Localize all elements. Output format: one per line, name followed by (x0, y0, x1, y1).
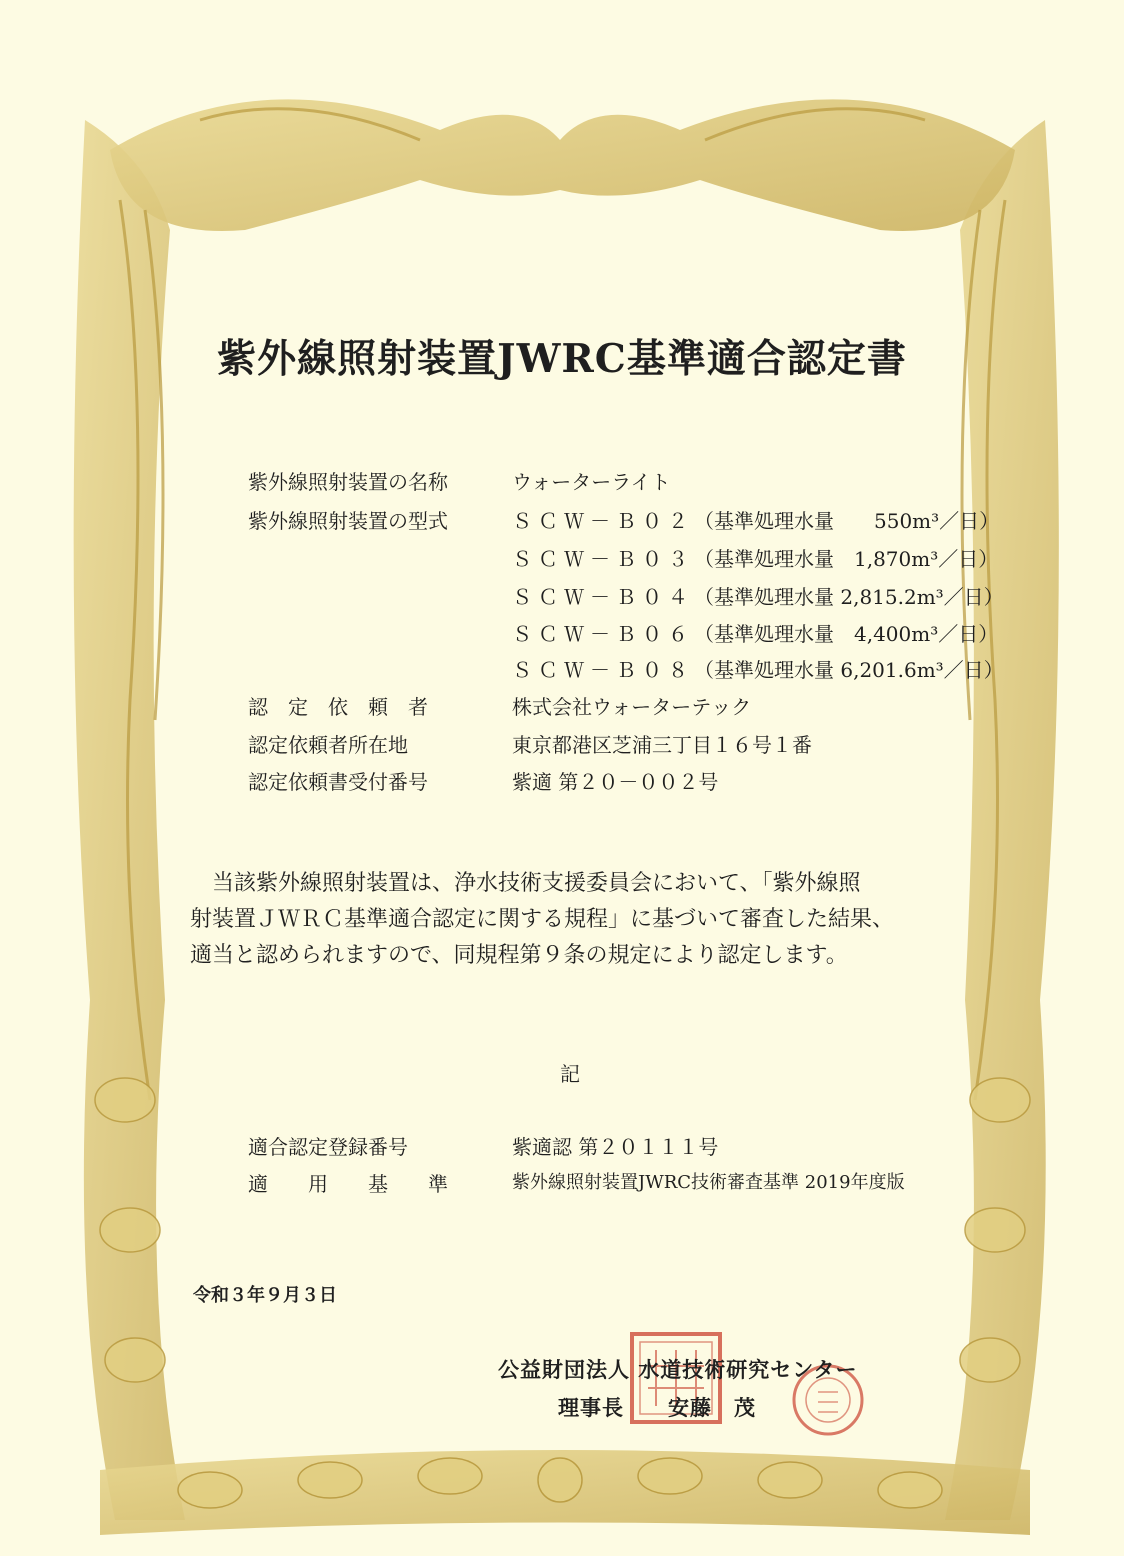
device-name-value: ウォーターライト (512, 470, 671, 494)
statement-line: 射装置ＪＷＲＣ基準適合認定に関する規程」に基づいて審査した結果、 (190, 907, 895, 932)
statement-line: 当該紫外線照射装置は、浄水技術支援委員会において、「紫外線照 (190, 871, 861, 896)
model-code: ＳＣＷ－Ｂ０２ (512, 509, 694, 533)
certification-statement (190, 866, 970, 974)
address-value: 東京都港区芝浦三丁目１６号１番 (512, 733, 812, 757)
statement-line: 適当と認められますので、同規程第９条の規定により認定します。 (190, 943, 848, 968)
requester-value: 株式会社ウォーターテック (512, 695, 752, 719)
address-label: 認定依頼者所在地 (248, 733, 408, 757)
model-code: ＳＣＷ－Ｂ０４ (512, 585, 694, 609)
standard-value: 紫外線照射装置JWRC技術審査基準 2019年度版 (512, 1172, 905, 1193)
device-type-label: 紫外線照射装置の型式 (248, 509, 448, 533)
model-spec: （基準処理水量 6,201.6m³／日） (694, 658, 1004, 682)
representative: 理事長 安藤 茂 (558, 1395, 756, 1420)
model-code: ＳＣＷ－Ｂ０３ (512, 547, 694, 571)
standard-label: 適 用 基 準 (248, 1172, 448, 1196)
ki-heading: 記 (560, 1062, 580, 1086)
model-spec: （基準処理水量 1,870m³／日） (694, 547, 999, 571)
model-code: ＳＣＷ－Ｂ０８ (512, 658, 694, 682)
registration-value: 紫適認 第２０１１１号 (512, 1135, 719, 1159)
model-spec: （基準処理水量 2,815.2m³／日） (694, 585, 1004, 609)
registration-label: 適合認定登録番号 (248, 1135, 408, 1159)
receipt-value: 紫適 第２０－００２号 (512, 770, 719, 794)
issue-date: 令和３年９月３日 (193, 1285, 337, 1306)
issuing-organization: 公益財団法人 水道技術研究センター (498, 1357, 858, 1382)
certificate-title: 紫外線照射装置JWRC基準適合認定書 (217, 336, 907, 382)
model-code: ＳＣＷ－Ｂ０６ (512, 622, 694, 646)
requester-label: 認 定 依 頼 者 (248, 695, 428, 719)
model-spec: （基準処理水量 550m³／日） (694, 509, 1000, 533)
model-row (512, 505, 999, 534)
receipt-label: 認定依頼書受付番号 (248, 770, 428, 794)
device-name-label: 紫外線照射装置の名称 (248, 470, 448, 494)
model-spec: （基準処理水量 4,400m³／日） (694, 622, 999, 646)
